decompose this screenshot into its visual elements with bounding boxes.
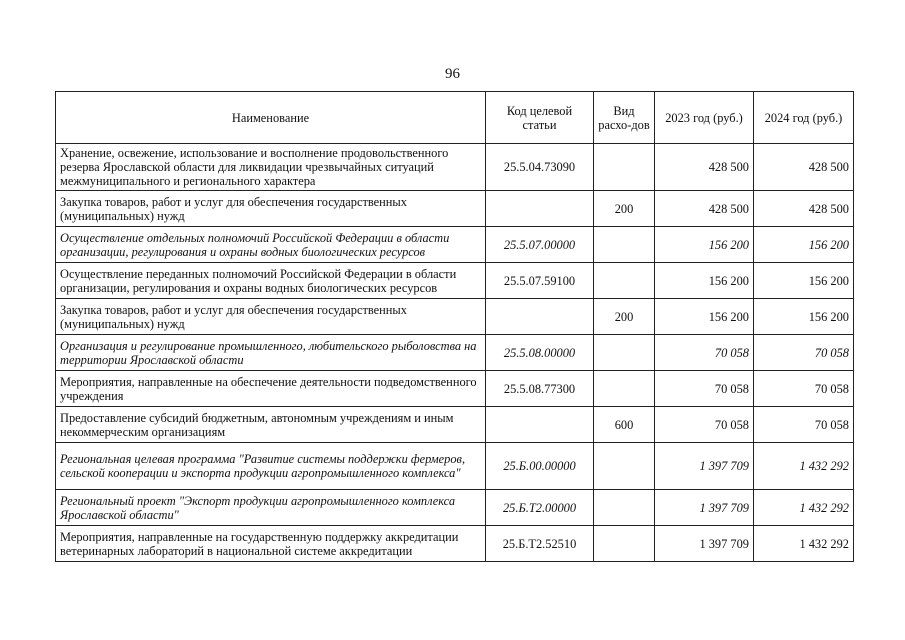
row-name: Мероприятия, направленные на обеспечение деятельности подведомственного учреждения xyxy=(56,371,486,407)
header-kind: Вид расхо-дов xyxy=(594,92,655,144)
table-row xyxy=(56,371,854,407)
row-code: 25.5.07.00000 xyxy=(486,227,594,263)
row-2023: 70 058 xyxy=(655,371,754,407)
row-2024: 156 200 xyxy=(754,227,854,263)
table-row xyxy=(56,490,854,526)
row-2024: 1 432 292 xyxy=(754,526,854,562)
row-kind xyxy=(594,263,655,299)
row-2023: 428 500 xyxy=(655,191,754,227)
row-name: Хранение, освежение, использование и восполнение продовольственного резерва Ярославской области для ликвидации чрезвычайных ситуаций межмуниципального и регионального характера xyxy=(56,144,486,191)
row-2023: 1 397 709 xyxy=(655,490,754,526)
budget-table xyxy=(55,91,854,562)
row-code: 25.5.08.77300 xyxy=(486,371,594,407)
row-code: 25.Б.00.00000 xyxy=(486,443,594,490)
header-name: Наименование xyxy=(56,92,486,144)
row-name: Региональный проект "Экспорт продукции агропромышленного комплекса Ярославской области" xyxy=(56,490,486,526)
table-row xyxy=(56,335,854,371)
row-2023: 156 200 xyxy=(655,227,754,263)
table-row xyxy=(56,263,854,299)
row-2024: 70 058 xyxy=(754,407,854,443)
row-code: 25.5.04.73090 xyxy=(486,144,594,191)
header-code: Код целевой статьи xyxy=(486,92,594,144)
table-row xyxy=(56,299,854,335)
row-kind xyxy=(594,490,655,526)
row-2024: 428 500 xyxy=(754,144,854,191)
row-2023: 428 500 xyxy=(655,144,754,191)
row-code xyxy=(486,191,594,227)
row-2023: 70 058 xyxy=(655,335,754,371)
row-kind xyxy=(594,371,655,407)
row-2024: 156 200 xyxy=(754,263,854,299)
table-row xyxy=(56,407,854,443)
row-kind xyxy=(594,144,655,191)
table-row xyxy=(56,227,854,263)
table-row xyxy=(56,526,854,562)
row-kind xyxy=(594,335,655,371)
row-code: 25.Б.Т2.52510 xyxy=(486,526,594,562)
row-code xyxy=(486,299,594,335)
row-2024: 70 058 xyxy=(754,371,854,407)
row-kind: 200 xyxy=(594,299,655,335)
table-row xyxy=(56,443,854,490)
row-name: Осуществление отдельных полномочий Российской Федерации в области организации, регулирования и охраны водных биологических ресурсов xyxy=(56,227,486,263)
row-name: Предоставление субсидий бюджетным, автономным учреждениям и иным некоммерческим организациям xyxy=(56,407,486,443)
row-kind xyxy=(594,526,655,562)
row-2024: 1 432 292 xyxy=(754,443,854,490)
row-kind: 200 xyxy=(594,191,655,227)
row-2023: 70 058 xyxy=(655,407,754,443)
row-2024: 156 200 xyxy=(754,299,854,335)
row-kind: 600 xyxy=(594,407,655,443)
row-code: 25.5.07.59100 xyxy=(486,263,594,299)
row-name: Закупка товаров, работ и услуг для обеспечения государственных (муниципальных) нужд xyxy=(56,191,486,227)
row-2023: 156 200 xyxy=(655,299,754,335)
row-name: Региональная целевая программа "Развитие системы поддержки фермеров, сельской кооперации и экспорта продукции агропромышленного комплекса" xyxy=(56,443,486,490)
header-2023: 2023 год (руб.) xyxy=(655,92,754,144)
table-row xyxy=(56,191,854,227)
table-header-row xyxy=(56,92,854,144)
row-name: Организация и регулирование промышленного, любительского рыболовства на территории Ярославской области xyxy=(56,335,486,371)
row-2023: 1 397 709 xyxy=(655,526,754,562)
row-code xyxy=(486,407,594,443)
row-2024: 70 058 xyxy=(754,335,854,371)
page-number: 96 xyxy=(445,66,460,82)
row-2023: 156 200 xyxy=(655,263,754,299)
header-2024: 2024 год (руб.) xyxy=(754,92,854,144)
row-2024: 1 432 292 xyxy=(754,490,854,526)
row-name: Мероприятия, направленные на государственную поддержку аккредитации ветеринарных лабораторий в национальной системе аккредитации xyxy=(56,526,486,562)
row-code: 25.5.08.00000 xyxy=(486,335,594,371)
row-kind xyxy=(594,443,655,490)
row-2024: 428 500 xyxy=(754,191,854,227)
row-2023: 1 397 709 xyxy=(655,443,754,490)
row-code: 25.Б.Т2.00000 xyxy=(486,490,594,526)
row-name: Закупка товаров, работ и услуг для обеспечения государственных (муниципальных) нужд xyxy=(56,299,486,335)
row-kind xyxy=(594,227,655,263)
table-row xyxy=(56,144,854,191)
row-name: Осуществление переданных полномочий Российской Федерации в области организации, регулирования и охраны водных биологических ресурсов xyxy=(56,263,486,299)
